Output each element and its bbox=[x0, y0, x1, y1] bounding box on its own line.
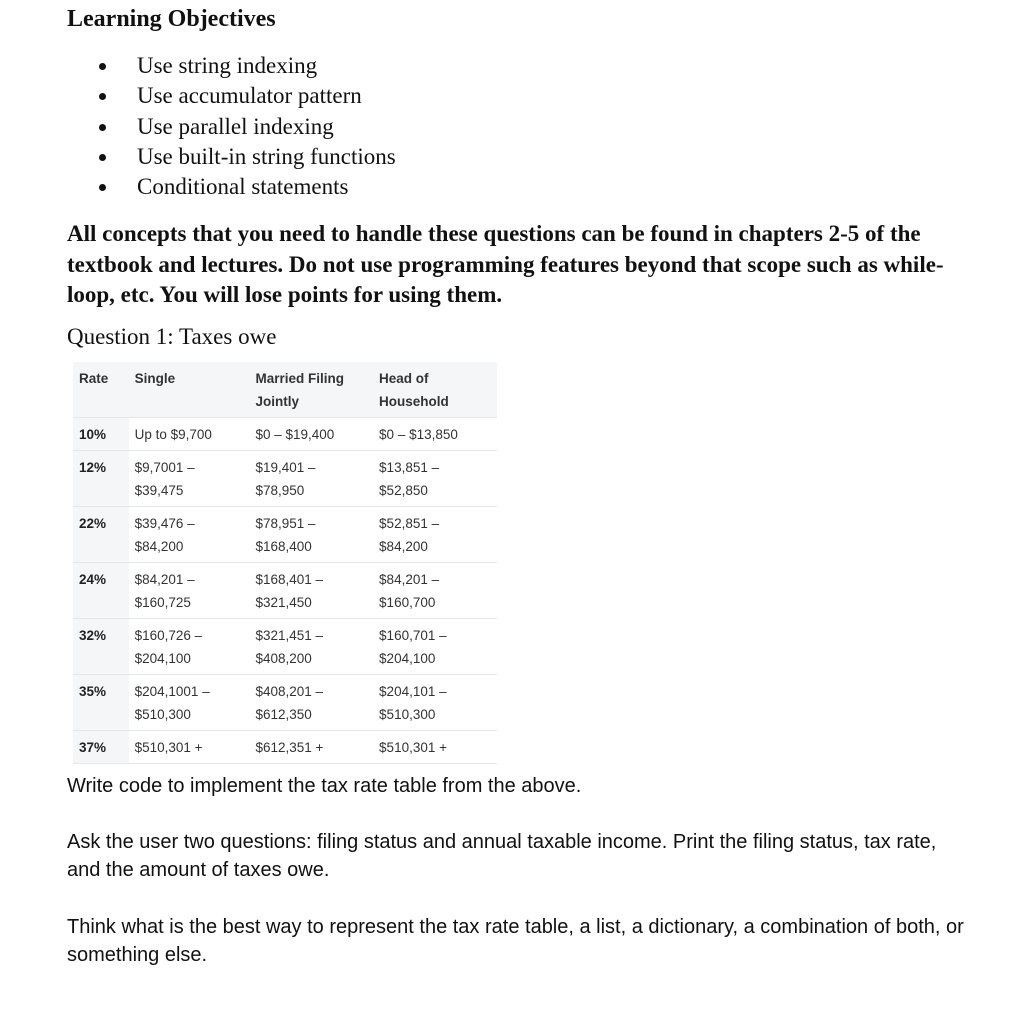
rate-cell: 22% bbox=[73, 507, 129, 563]
table-row bbox=[73, 418, 497, 451]
question-1-heading: Question 1: Taxes owe bbox=[67, 324, 277, 349]
header-single: Single bbox=[129, 362, 250, 418]
rate-cell: 24% bbox=[73, 563, 129, 619]
list-item bbox=[67, 81, 667, 111]
married-cell: $0 – $19,400 bbox=[249, 418, 373, 451]
table-row bbox=[73, 451, 497, 507]
hoh-cell: $0 – $13,850 bbox=[373, 418, 497, 451]
hoh-cell: $160,701 – $204,100 bbox=[373, 619, 497, 675]
table-row bbox=[73, 675, 497, 731]
table-row bbox=[73, 731, 497, 764]
objectives-list bbox=[67, 51, 667, 202]
objective-text: Use accumulator pattern bbox=[137, 83, 362, 109]
instruction-paragraph: Write code to implement the tax rate table from the above. bbox=[67, 775, 582, 797]
bullet-icon bbox=[99, 63, 106, 70]
learning-objectives-heading: Learning Objectives bbox=[67, 6, 276, 32]
married-cell: $321,451 – $408,200 bbox=[249, 619, 373, 675]
single-cell: $39,476 – $84,200 bbox=[129, 507, 250, 563]
header-head-of-household: Head of Household bbox=[373, 362, 497, 418]
married-cell: $19,401 – $78,950 bbox=[249, 451, 373, 507]
table-row bbox=[73, 507, 497, 563]
hoh-cell: $510,301 + bbox=[373, 731, 497, 764]
list-item bbox=[67, 112, 667, 142]
rate-cell: 32% bbox=[73, 619, 129, 675]
bullet-icon bbox=[99, 124, 106, 131]
single-cell: $9,7001 – $39,475 bbox=[129, 451, 250, 507]
instruction-paragraph: Think what is the best way to represent the tax rate table, a list, a dictionary, a combination of both, or something else. bbox=[67, 916, 964, 966]
married-cell: $612,351 + bbox=[249, 731, 373, 764]
single-cell: $160,726 – $204,100 bbox=[129, 619, 250, 675]
hoh-cell: $13,851 – $52,850 bbox=[373, 451, 497, 507]
rate-cell: 35% bbox=[73, 675, 129, 731]
header-married-filing-jointly: Married Filing Jointly bbox=[249, 362, 373, 418]
married-cell: $78,951 – $168,400 bbox=[249, 507, 373, 563]
objective-text: Conditional statements bbox=[137, 174, 349, 200]
list-item bbox=[67, 142, 667, 172]
hoh-cell: $204,101 – $510,300 bbox=[373, 675, 497, 731]
table-row bbox=[73, 563, 497, 619]
instruction-paragraph: Ask the user two questions: filing status and annual taxable income. Print the filing status, tax rate, and the amount of taxes owe. bbox=[67, 831, 937, 881]
bullet-icon bbox=[99, 93, 106, 100]
rate-cell: 10% bbox=[73, 418, 129, 451]
married-cell: $168,401 – $321,450 bbox=[249, 563, 373, 619]
objective-text: Use parallel indexing bbox=[137, 113, 334, 139]
single-cell: Up to $9,700 bbox=[129, 418, 250, 451]
list-item bbox=[67, 172, 667, 202]
objective-text: Use string indexing bbox=[137, 53, 318, 78]
header-rate: Rate bbox=[73, 362, 129, 418]
rate-cell: 12% bbox=[73, 451, 129, 507]
bullet-icon bbox=[99, 154, 106, 161]
list-item bbox=[67, 51, 667, 81]
married-cell: $408,201 – $612,350 bbox=[249, 675, 373, 731]
objective-text: Use built-in string functions bbox=[137, 143, 396, 169]
hoh-cell: $52,851 – $84,200 bbox=[373, 507, 497, 563]
table-header-row bbox=[73, 362, 497, 418]
bullet-icon bbox=[99, 184, 106, 191]
single-cell: $510,301 + bbox=[129, 731, 250, 764]
table-row bbox=[73, 619, 497, 675]
single-cell: $204,1001 – $510,300 bbox=[129, 675, 250, 731]
tax-rate-table bbox=[73, 362, 497, 764]
rate-cell: 37% bbox=[73, 731, 129, 764]
single-cell: $84,201 – $160,725 bbox=[129, 563, 250, 619]
hoh-cell: $84,201 – $160,700 bbox=[373, 563, 497, 619]
concepts-note: All concepts that you need to handle these questions can be found in chapters 2-5 of the textbook and lectures. Do not use programming features beyond that scope such as while-loop, etc. You will lose points for using them. bbox=[67, 221, 944, 307]
